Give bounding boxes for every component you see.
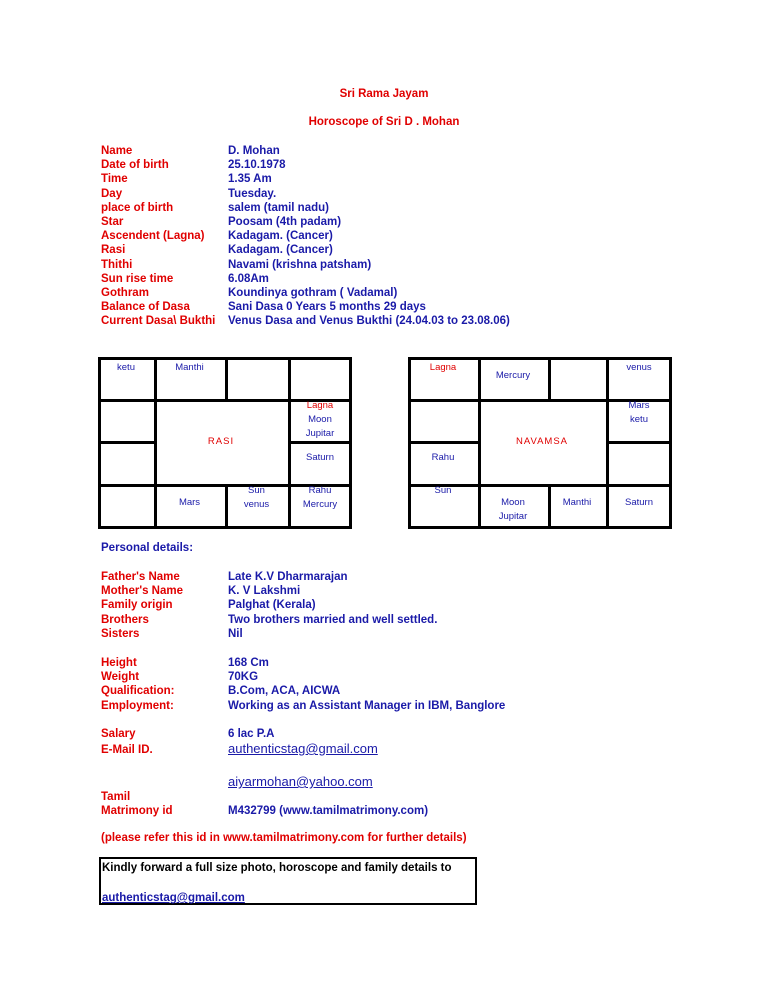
- grid-line: [225, 357, 228, 402]
- detail-label: Current Dasa\ Bukthi: [101, 315, 216, 328]
- detail-value: Koundinya gothram ( Vadamal): [228, 287, 398, 299]
- page-subtitle: Horoscope of Sri D . Mohan: [308, 116, 460, 128]
- detail-label: Star: [101, 216, 124, 228]
- profile-value: 70KG: [228, 671, 259, 684]
- email-label: E-Mail ID.: [101, 744, 153, 756]
- contact-box-text: Kindly forward a full size photo, horoscope and family details to: [102, 862, 452, 874]
- family-label: Father's Name: [101, 571, 180, 583]
- detail-label: place of birth: [101, 201, 174, 214]
- chart-center-label: NAVAMSA: [515, 435, 569, 447]
- salary-value: 6 lac P.A: [228, 728, 275, 740]
- chart-cell: [408, 451, 478, 465]
- family-value: K. V Lakshmi: [228, 585, 301, 598]
- planet-label: Lagna: [306, 400, 334, 411]
- detail-value: Tuesday.: [228, 187, 277, 200]
- detail-label: Date of birth: [101, 159, 169, 172]
- planet-label: venus: [243, 499, 270, 510]
- chart-cell: [606, 399, 672, 427]
- matrimony-label-1: Tamil: [101, 791, 131, 803]
- detail-label: Rasi: [101, 244, 126, 257]
- detail-value: Kadagam. (Cancer): [228, 244, 333, 257]
- planet-label: ketu: [630, 414, 648, 425]
- detail-label: Balance of Dasa: [101, 301, 190, 314]
- matrimony-value: M432799 (www.tamilmatrimony.com): [228, 805, 429, 817]
- family-value: Nil: [228, 627, 243, 640]
- chart-cell: [548, 496, 606, 510]
- planet-label: Moon: [501, 497, 525, 508]
- detail-value: Navami (krishna patsham): [228, 258, 372, 271]
- chart-cell: [288, 451, 352, 465]
- detail-value: D. Mohan: [228, 145, 280, 157]
- chart-center-label: RASI: [207, 435, 235, 447]
- detail-value: Poosam (4th padam): [228, 216, 342, 228]
- planet-label: Mercury: [302, 499, 338, 510]
- profile-label: Height: [101, 657, 137, 669]
- detail-label: Day: [101, 187, 123, 200]
- grid-line: [288, 441, 352, 444]
- detail-label: Sun rise time: [101, 272, 174, 285]
- planet-label: Rahu: [431, 452, 455, 463]
- grid-line: [408, 441, 481, 444]
- profile-label: Weight: [101, 671, 140, 684]
- contact-box-email[interactable]: authenticstag@gmail.com: [102, 892, 245, 904]
- family-value: Two brothers married and well settled.: [228, 613, 438, 626]
- page-title: Sri Rama Jayam: [339, 88, 429, 100]
- detail-value: Kadagam. (Cancer): [228, 230, 333, 243]
- planet-label: Manthi: [175, 362, 204, 373]
- chart-cell: [288, 399, 352, 441]
- detail-label: Gothram: [101, 287, 149, 299]
- grid-line: [98, 441, 157, 444]
- family-label: Family origin: [101, 599, 173, 612]
- navamsa-chart: [408, 357, 672, 529]
- chart-cell: [478, 496, 548, 524]
- detail-value: 6.08Am: [228, 272, 269, 285]
- email-link-primary[interactable]: authenticstag@gmail.com: [228, 741, 378, 756]
- planet-label: Jupitar: [498, 511, 528, 522]
- detail-label: Time: [101, 173, 128, 186]
- detail-label: Thithi: [101, 258, 133, 271]
- detail-value: Sani Dasa 0 Years 5 months 29 days: [228, 301, 426, 314]
- family-label: Brothers: [101, 613, 149, 626]
- profile-value: B.Com, ACA, AICWA: [228, 685, 341, 698]
- family-label: Sisters: [101, 627, 140, 640]
- family-value: Late K.V Dharmarajan: [228, 571, 348, 583]
- family-value: Palghat (Kerala): [228, 599, 316, 612]
- planet-label: Mercury: [495, 370, 531, 381]
- chart-cell: [408, 484, 478, 498]
- planet-label: Mars: [178, 497, 201, 508]
- planet-label: Lagna: [429, 362, 457, 373]
- chart-cell: [606, 361, 672, 375]
- profile-label: Employment:: [101, 699, 174, 712]
- detail-value: Venus Dasa and Venus Bukthi (24.04.03 to 23.08.06): [228, 315, 510, 328]
- planet-label: Rahu: [308, 485, 332, 496]
- email-link-secondary[interactable]: aiyarmohan@yahoo.com: [228, 774, 373, 789]
- planet-label: Sun: [434, 485, 452, 496]
- personal-details-heading: Personal details:: [101, 542, 194, 554]
- profile-label: Qualification:: [101, 685, 175, 698]
- planet-label: Jupitar: [305, 428, 335, 439]
- chart-cell: [478, 369, 548, 383]
- planet-label: Moon: [308, 414, 332, 425]
- planet-label: Saturn: [306, 452, 334, 463]
- chart-cell: [408, 361, 478, 375]
- profile-value: 168 Cm: [228, 657, 269, 669]
- profile-value: Working as an Assistant Manager in IBM, Banglore: [228, 699, 506, 712]
- family-label: Mother's Name: [101, 585, 183, 598]
- planet-label: Saturn: [625, 497, 653, 508]
- chart-cell: [154, 496, 225, 510]
- detail-value: 1.35 Am: [228, 173, 272, 186]
- chart-cell: [225, 484, 288, 512]
- chart-cell: [288, 484, 352, 512]
- detail-value: salem (tamil nadu): [228, 201, 329, 214]
- detail-value: 25.10.1978: [228, 159, 286, 172]
- planet-label: ketu: [117, 362, 135, 373]
- grid-line: [408, 526, 672, 529]
- detail-label: Name: [101, 145, 133, 157]
- grid-line: [606, 441, 672, 444]
- grid-line: [408, 357, 672, 360]
- rasi-chart: [98, 357, 352, 529]
- grid-line: [548, 357, 551, 402]
- planet-label: Mars: [628, 400, 650, 411]
- planet-label: Manthi: [562, 497, 592, 508]
- chart-cell: [154, 361, 225, 375]
- chart-cell: [98, 361, 154, 375]
- planet-label: venus: [626, 362, 652, 373]
- salary-label: Salary: [101, 728, 136, 740]
- matrimony-label-2: Matrimony id: [101, 805, 173, 817]
- planet-label: Sun: [248, 485, 265, 496]
- chart-cell: [606, 496, 672, 510]
- detail-label: Ascendent (Lagna): [101, 230, 205, 243]
- contact-box: [99, 857, 477, 905]
- refer-note: (please refer this id in www.tamilmatrimony.com for further details): [101, 832, 467, 844]
